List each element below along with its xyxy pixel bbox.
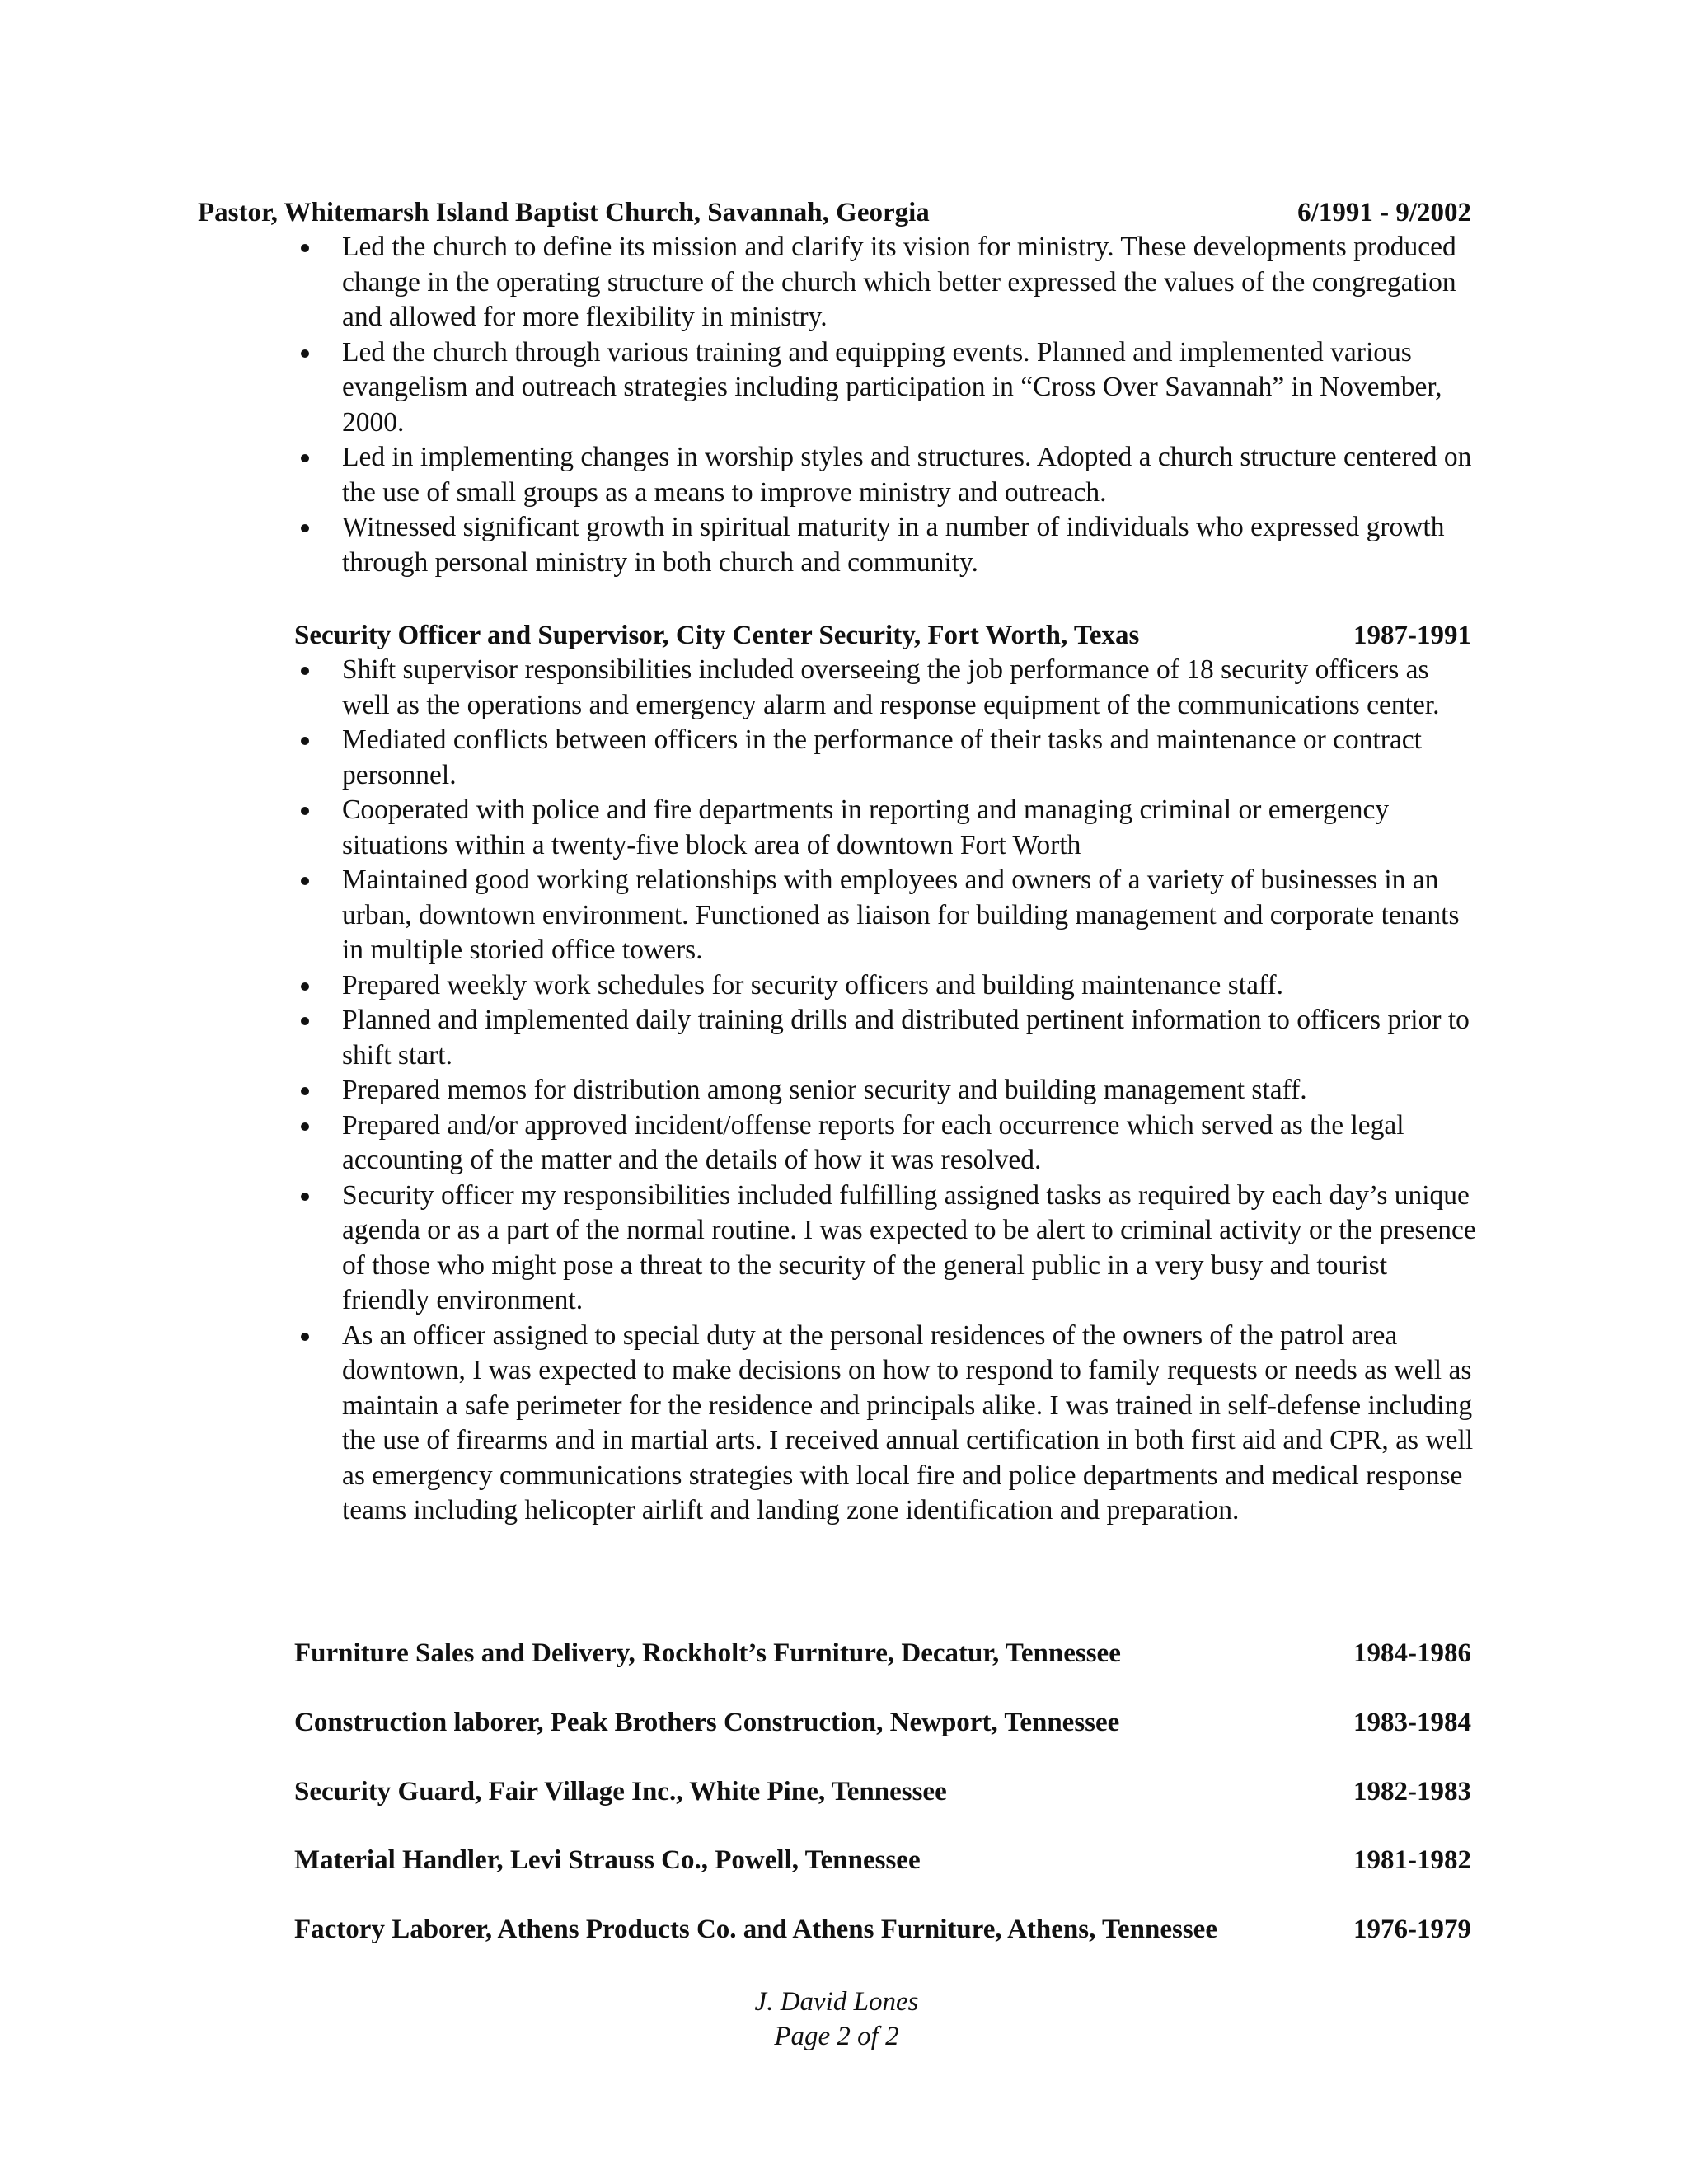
job-header-construction-laborer (294, 1705, 1471, 1740)
bullet-item: As an officer assigned to special duty at the personal residences of the owners of the patrol area downtown, I was expected to make decisions on how to respond to family requests or needs as well as maintain a safe perimeter for the residence and principals alike. I was trained in self-defense including the use of firearms and in martial arts. I received annual certification in both first aid and CPR, as well as emergency communications strategies with local fire and police departments and medical response teams including helicopter airlift and landing zone identification and preparation. (293, 1319, 1479, 1529)
job-dates: 1982-1983 (1353, 1777, 1471, 1807)
job-header-security-officer (294, 618, 1471, 653)
job-title: Material Handler, Levi Strauss Co., Powell, Tennessee (294, 1845, 921, 1875)
bullet-item: Maintained good working relationships with employees and owners of a variety of businesses in an urban, downtown environment. Functioned as liaison for building management and corporate tenants in multiple storied office towers. (293, 863, 1479, 968)
bullet-item: Led in implementing changes in worship styles and structures. Adopted a church structure centered on the use of small groups as a means to improve ministry and outreach. (293, 440, 1479, 510)
job-dates: 6/1991 - 9/2002 (1297, 198, 1471, 227)
job-bullets-security-officer (293, 653, 1479, 1529)
bullet-item: Cooperated with police and fire departments in reporting and managing criminal or emergency situations within a twenty-five block area of downtown Fort Worth (293, 793, 1479, 863)
bullet-item: Led the church to define its mission and clarify its vision for ministry. These developments produced change in the operating structure of the church which better expressed the values of the congregation and allowed for more flexibility in ministry. (293, 230, 1479, 335)
job-dates: 1984-1986 (1353, 1638, 1471, 1668)
bullet-item: Mediated conflicts between officers in the performance of their tasks and maintenance or contract personnel. (293, 723, 1479, 793)
bullet-item: Prepared weekly work schedules for security officers and building maintenance staff. (293, 968, 1479, 1004)
job-header-factory-laborer (294, 1912, 1471, 1947)
footer-page-number: Page 2 of 2 (774, 2022, 899, 2051)
bullet-item: Prepared and/or approved incident/offense reports for each occurrence which served as the legal accounting of the matter and the details of how it was resolved. (293, 1108, 1479, 1179)
job-header-security-guard (294, 1774, 1471, 1809)
bullet-item: Prepared memos for distribution among senior security and building management staff. (293, 1073, 1479, 1108)
job-dates: 1976-1979 (1353, 1915, 1471, 1944)
job-title: Furniture Sales and Delivery, Rockholt’s Furniture, Decatur, Tennessee (294, 1638, 1121, 1668)
footer-name: J. David Lones (754, 1987, 919, 2017)
bullet-item: Led the church through various training and equipping events. Planned and implemented various evangelism and outreach strategies including participation in “Cross Over Savannah” in November, 2000. (293, 335, 1479, 441)
bullet-item: Witnessed significant growth in spiritual maturity in a number of individuals who expressed growth through personal ministry in both church and community. (293, 510, 1479, 580)
job-header-pastor (198, 195, 1471, 230)
job-dates: 1987-1991 (1353, 621, 1471, 650)
job-header-furniture-sales (294, 1636, 1471, 1671)
job-title: Security Officer and Supervisor, City Center Security, Fort Worth, Texas (294, 621, 1140, 650)
job-header-material-handler (294, 1843, 1471, 1877)
job-title: Construction laborer, Peak Brothers Construction, Newport, Tennessee (294, 1708, 1120, 1737)
bullet-item: Shift supervisor responsibilities included overseeing the job performance of 18 security officers as well as the operations and emergency alarm and response equipment of the communications center. (293, 653, 1479, 723)
job-dates: 1983-1984 (1353, 1708, 1471, 1737)
bullet-item: Security officer my responsibilities included fulfilling assigned tasks as required by each day’s unique agenda or as a part of the normal routine. I was expected to be alert to criminal activity or the presence of those who might pose a threat to the security of the general public in a very busy and tourist friendly environment. (293, 1179, 1479, 1319)
job-bullets-pastor (293, 230, 1479, 580)
job-title: Pastor, Whitemarsh Island Baptist Church, Savannah, Georgia (198, 198, 930, 227)
job-dates: 1981-1982 (1353, 1845, 1471, 1875)
bullet-item: Planned and implemented daily training drills and distributed pertinent information to officers prior to shift start. (293, 1003, 1479, 1073)
job-title: Factory Laborer, Athens Products Co. and Athens Furniture, Athens, Tennessee (294, 1915, 1217, 1944)
job-title: Security Guard, Fair Village Inc., White Pine, Tennessee (294, 1777, 947, 1807)
